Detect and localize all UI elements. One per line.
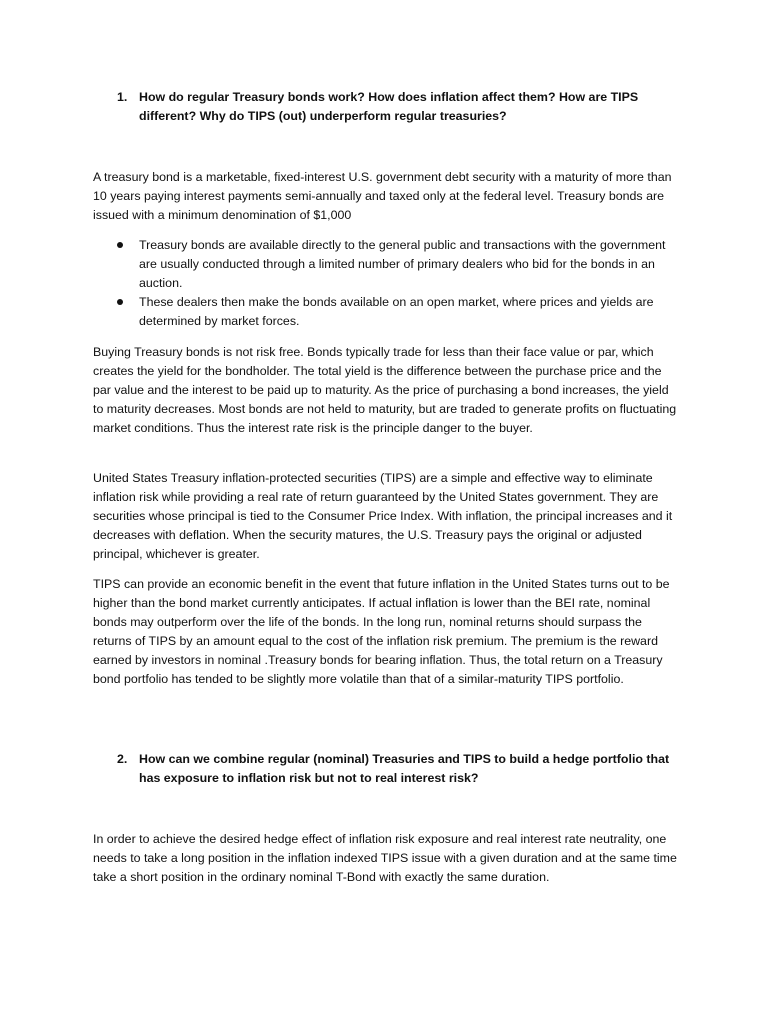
- question-1-number: 1.: [117, 90, 128, 104]
- question-2-text: How can we combine regular (nominal) Treasuries and TIPS to build a hedge portfolio that has exposure to inflation risk but not to real interest risk?: [139, 752, 670, 785]
- paragraph-risk: [93, 343, 678, 438]
- question-1-text: How do regular Treasury bonds work? How does inflation affect them? How are TIPS different? Why do TIPS (out) underperform regular treasuries?: [139, 90, 639, 123]
- paragraph-text: TIPS can provide an economic benefit in the event that future inflation in the United States turns out to be higher than the bond market currently anticipates. If actual inflation is lower than the BEI rate, nominal bonds may outperform over the life of the bonds. In the long run, nominal returns should surpass the returns of TIPS by an amount equal to the cost of the inflation risk premium. The premium is the reward earned by investors in nominal .Treasury bonds for bearing inflation. Thus, the total return on a Treasury bond portfolio has tended to be slightly more volatile than that of a similar-maturity TIPS portfolio.: [93, 577, 670, 686]
- question-1: [117, 88, 677, 126]
- paragraph-text: Buying Treasury bonds is not risk free. Bonds typically trade for less than their face value or par, which creates the yield for the bondholder. The total yield is the difference between the purchase price and the par value and the interest to be paid up to maturity. As the price of purchasing a bond increases, the yield to maturity decreases. Most bonds are not held to maturity, but are traded to generate profits on fluctuating market conditions. Thus the interest rate risk is the principle danger to the buyer.: [93, 345, 677, 435]
- bullet-icon: [117, 299, 123, 305]
- paragraph-tips-definition: [93, 469, 678, 564]
- bullet-item-1: [93, 236, 678, 293]
- paragraph-text: In order to achieve the desired hedge effect of inflation risk exposure and real interest rate neutrality, one needs to take a long position in the inflation indexed TIPS issue with a given duration and at the same time take a short position in the ordinary nominal T-Bond with exactly the same duration.: [93, 832, 677, 884]
- question-2-number: 2.: [117, 752, 128, 766]
- question-2: [117, 750, 677, 788]
- bullet-item-2: [93, 293, 678, 331]
- paragraph-treasury-bond-definition: [93, 168, 678, 225]
- bullet-text-1: Treasury bonds are available directly to the general public and transactions with the government are usually conducted through a limited number of primary dealers who bid for the bonds in an auction.: [139, 238, 666, 290]
- bullet-list: [93, 236, 678, 331]
- paragraph-hedge-answer: [93, 830, 678, 887]
- paragraph-tips-benefit: [93, 575, 678, 689]
- bullet-icon: [117, 242, 123, 248]
- paragraph-text: United States Treasury inflation-protected securities (TIPS) are a simple and effective way to eliminate inflation risk while providing a real rate of return guaranteed by the United States government. They are securities whose principal is tied to the Consumer Price Index. With inflation, the principal increases and it decreases with deflation. When the security matures, the U.S. Treasury pays the original or adjusted principal, whichever is greater.: [93, 471, 673, 561]
- bullet-text-2: These dealers then make the bonds available on an open market, where prices and yields are determined by market forces.: [139, 295, 654, 328]
- paragraph-text: A treasury bond is a marketable, fixed-interest U.S. government debt security with a maturity of more than 10 years paying interest payments semi-annually and taxed only at the federal level. Treasury bonds are issued with a minimum denomination of $1,000: [93, 170, 672, 222]
